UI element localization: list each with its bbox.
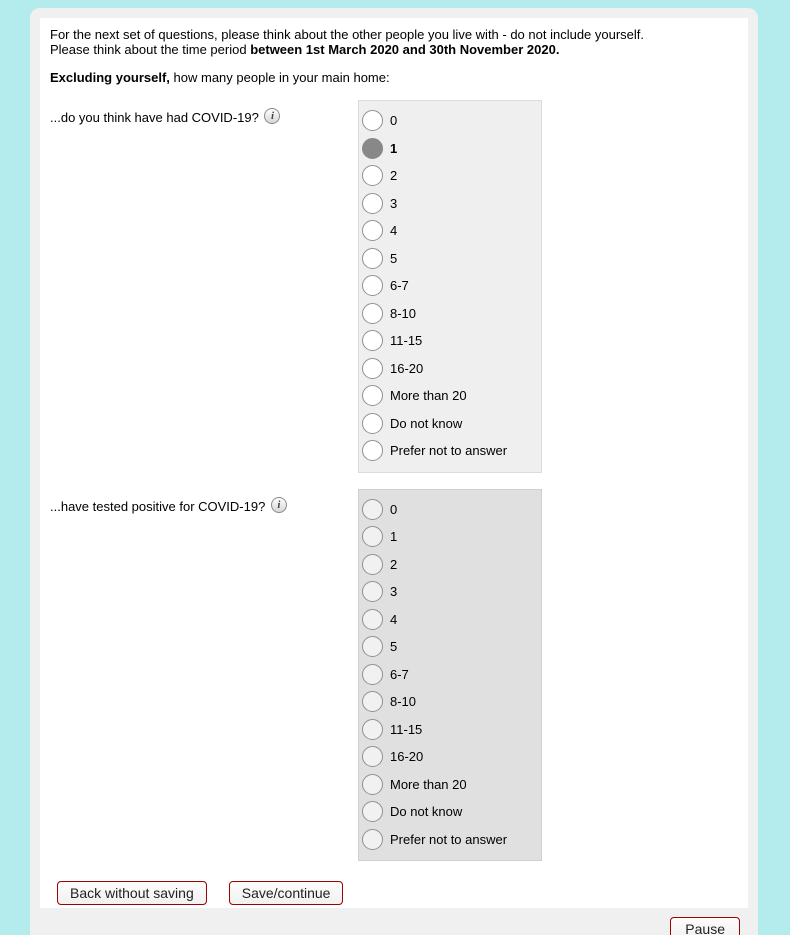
answer-options-group	[358, 100, 542, 473]
pause-button[interactable]: Pause	[670, 917, 740, 935]
intro-line1: For the next set of questions, please think about the other people you live with - do not include yourself.	[50, 27, 645, 42]
radio-option-label: 1	[390, 140, 398, 156]
radio-option[interactable]	[362, 162, 537, 190]
radio-option-label: 0	[390, 501, 398, 517]
scrollbar-track[interactable]	[790, 0, 804, 935]
radio-option[interactable]	[362, 743, 537, 771]
radio-button[interactable]	[362, 440, 383, 461]
radio-option[interactable]	[362, 272, 537, 300]
radio-option-label: 3	[390, 584, 398, 600]
radio-option[interactable]	[362, 437, 537, 465]
question-stem-normal: how many people in your main home:	[169, 70, 390, 85]
radio-option-label: 2	[390, 556, 398, 572]
radio-option-label: 6-7	[390, 278, 409, 294]
radio-option[interactable]	[362, 217, 537, 245]
question-tested-positive	[50, 489, 738, 862]
radio-button[interactable]	[362, 248, 383, 269]
radio-option-label: More than 20	[390, 388, 467, 404]
radio-option[interactable]	[362, 551, 537, 579]
radio-option[interactable]	[362, 107, 537, 135]
radio-option-label: 16-20	[390, 360, 424, 376]
radio-option[interactable]	[362, 190, 537, 218]
question-label	[50, 489, 358, 515]
radio-option[interactable]	[362, 716, 537, 744]
radio-button[interactable]	[362, 774, 383, 795]
radio-option[interactable]	[362, 578, 537, 606]
radio-button[interactable]	[362, 275, 383, 296]
radio-option[interactable]	[362, 688, 537, 716]
survey-content	[40, 18, 748, 908]
info-icon[interactable]: i	[271, 497, 287, 513]
radio-button[interactable]	[362, 413, 383, 434]
radio-option[interactable]	[362, 606, 537, 634]
radio-button[interactable]	[362, 746, 383, 767]
radio-option-label: Prefer not to answer	[390, 831, 508, 847]
radio-option-label: Do not know	[390, 415, 463, 431]
radio-option-label: 4	[390, 611, 398, 627]
radio-option-label: 4	[390, 223, 398, 239]
question-stem	[50, 70, 738, 85]
question-label-text: ...do you think have had COVID-19?	[50, 110, 259, 125]
info-icon[interactable]: i	[264, 108, 280, 124]
radio-button[interactable]	[362, 719, 383, 740]
radio-option-label: More than 20	[390, 776, 467, 792]
radio-option[interactable]	[362, 496, 537, 524]
radio-option-label: 8-10	[390, 305, 417, 321]
save-continue-button[interactable]: Save/continue	[229, 881, 344, 905]
radio-button[interactable]	[362, 138, 383, 159]
radio-button[interactable]	[362, 165, 383, 186]
survey-panel	[30, 8, 758, 935]
answer-options-group	[358, 489, 542, 862]
question-label-text: ...have tested positive for COVID-19?	[50, 498, 266, 514]
radio-button[interactable]	[362, 385, 383, 406]
radio-option[interactable]	[362, 661, 537, 689]
radio-option[interactable]	[362, 410, 537, 438]
radio-option[interactable]	[362, 382, 537, 410]
radio-button[interactable]	[362, 691, 383, 712]
radio-button[interactable]	[362, 330, 383, 351]
radio-button[interactable]	[362, 499, 383, 520]
radio-option[interactable]	[362, 300, 537, 328]
intro-line2-bold: between 1st March 2020 and 30th November 2020.	[250, 42, 560, 57]
question-label	[50, 100, 358, 126]
form-actions	[50, 881, 738, 905]
radio-button[interactable]	[362, 220, 383, 241]
question-had-covid	[50, 100, 738, 473]
radio-button[interactable]	[362, 801, 383, 822]
radio-option-label: Do not know	[390, 804, 463, 820]
radio-option[interactable]	[362, 327, 537, 355]
radio-option-label: 8-10	[390, 694, 417, 710]
radio-button[interactable]	[362, 609, 383, 630]
back-without-saving-button[interactable]: Back without saving	[57, 881, 207, 905]
radio-option-label: 5	[390, 639, 398, 655]
radio-button[interactable]	[362, 829, 383, 850]
intro-line2: Please think about the time period	[50, 42, 251, 57]
radio-option-label: 11-15	[390, 333, 423, 349]
radio-option[interactable]	[362, 826, 537, 854]
radio-option[interactable]	[362, 798, 537, 826]
radio-option-label: 11-15	[390, 721, 423, 737]
radio-option[interactable]	[362, 771, 537, 799]
radio-button[interactable]	[362, 193, 383, 214]
radio-option-label: 5	[390, 250, 398, 266]
intro-text	[50, 27, 738, 57]
radio-option[interactable]	[362, 245, 537, 273]
radio-option-label: Prefer not to answer	[390, 443, 508, 459]
radio-option-label: 0	[390, 113, 398, 129]
radio-option-label: 1	[390, 529, 398, 545]
radio-option-label: 6-7	[390, 666, 409, 682]
radio-option-label: 3	[390, 195, 398, 211]
radio-button[interactable]	[362, 358, 383, 379]
radio-button[interactable]	[362, 303, 383, 324]
radio-option[interactable]	[362, 355, 537, 383]
panel-footer	[30, 908, 758, 935]
question-stem-bold: Excluding yourself,	[50, 70, 170, 85]
radio-button[interactable]	[362, 526, 383, 547]
radio-option[interactable]	[362, 633, 537, 661]
radio-button[interactable]	[362, 664, 383, 685]
radio-button[interactable]	[362, 636, 383, 657]
radio-button[interactable]	[362, 581, 383, 602]
radio-option-label: 16-20	[390, 749, 424, 765]
radio-button[interactable]	[362, 554, 383, 575]
radio-option[interactable]	[362, 135, 537, 163]
radio-button[interactable]	[362, 110, 383, 131]
radio-option[interactable]	[362, 523, 537, 551]
radio-option-label: 2	[390, 168, 398, 184]
